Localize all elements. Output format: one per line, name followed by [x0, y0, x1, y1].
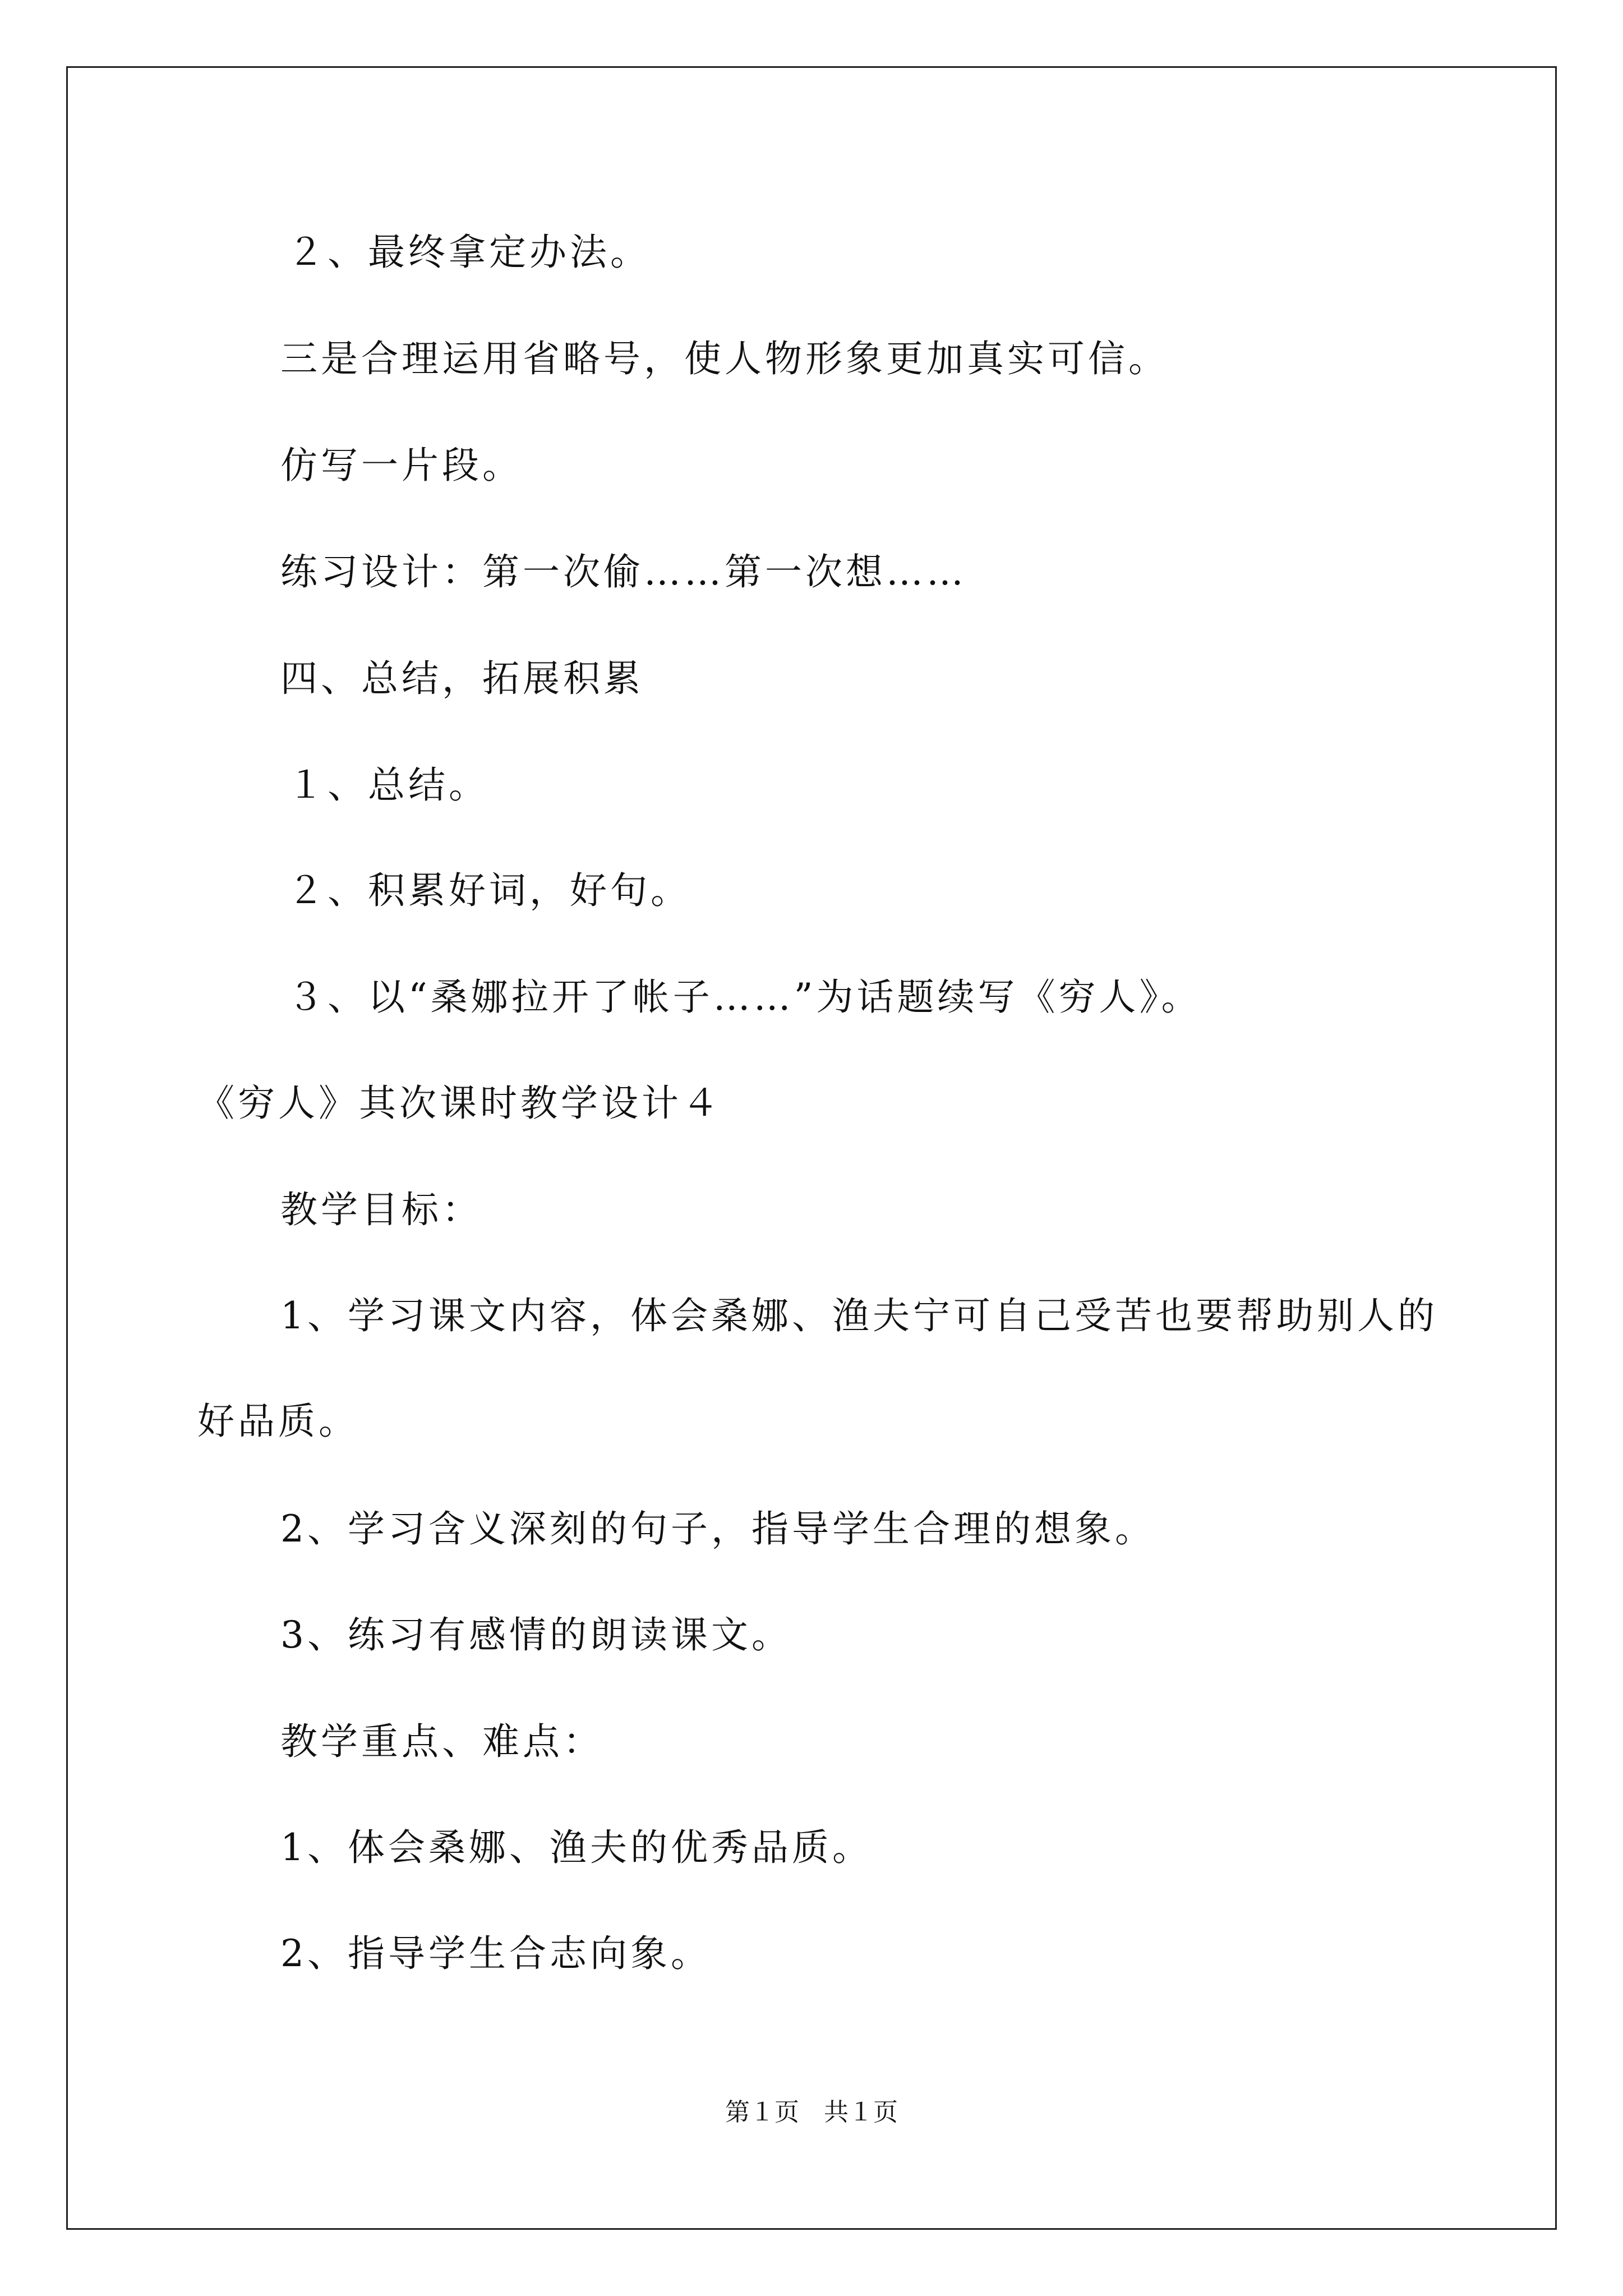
- text-line: 3、练习有感情的朗读课文。: [280, 1613, 792, 1657]
- section-heading: 教学目标：: [280, 1188, 482, 1231]
- page-footer: 第１页 共１页: [725, 2098, 898, 2127]
- text-line: 仿写一片段。: [280, 444, 523, 487]
- page-border: [66, 66, 1557, 2230]
- text-line: １、总结。: [287, 763, 489, 807]
- text-line: 好品质。: [197, 1400, 359, 1443]
- text-line: 1、体会桑娜、渔夫的优秀品质。: [280, 1826, 873, 1869]
- text-line: 三是合理运用省略号，使人物形象更加真实可信。: [280, 337, 1169, 380]
- text-line: ３、以“桑娜拉开了帐子……”为话题续写《穷人》。: [287, 976, 1202, 1019]
- text-line: 练习设计：第一次偷……第一次想……: [280, 550, 967, 593]
- text-line: 1、学习课文内容，体会桑娜、渔夫宁可自己受苦也要帮助别人的: [280, 1294, 1438, 1337]
- text-line: ２、积累好词，好句。: [287, 869, 691, 912]
- document-title: 《穷人》其次课时教学设计４: [197, 1082, 722, 1125]
- text-line: 2、学习含义深刻的句子，指导学生合理的想象。: [280, 1507, 1155, 1550]
- section-heading: 四、总结，拓展积累: [280, 657, 644, 700]
- section-heading: 教学重点、难点：: [280, 1720, 603, 1763]
- text-line: ２、最终拿定办法。: [287, 231, 651, 274]
- text-line: 2、指导学生合志向象。: [280, 1932, 711, 1975]
